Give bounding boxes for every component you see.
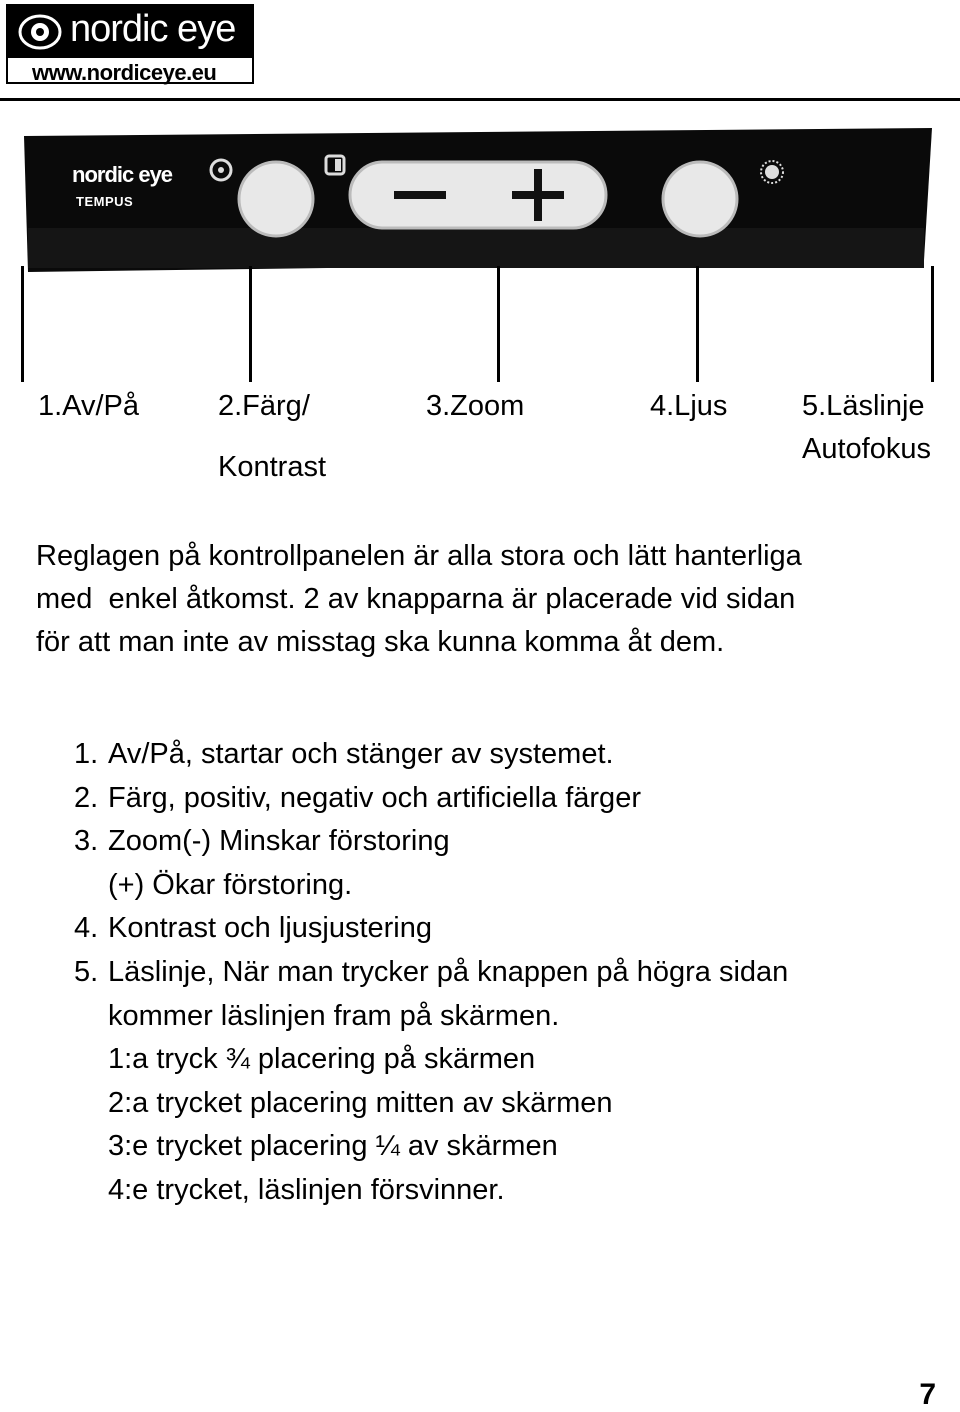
label-reading-line: 5.Läslinje <box>802 390 925 422</box>
list-number: 1. <box>74 738 99 770</box>
light-button[interactable] <box>663 162 737 236</box>
label-contrast: Kontrast <box>218 451 326 483</box>
list-number: 5. <box>74 955 99 988</box>
device-model: TEMPUS <box>76 194 134 209</box>
list-number: 4. <box>74 912 99 945</box>
list-text: Av/På, startar och stänger av systemet. <box>108 738 614 770</box>
list-text: Läslinje, När man trycker på knappen på högra sidan <box>108 955 789 988</box>
page-number: 7 <box>919 1378 936 1411</box>
list-text: 2:a trycket placering mitten av skärmen <box>108 1086 613 1119</box>
list-item <box>74 820 788 907</box>
logo-url: www.nordiceye.eu <box>32 60 217 85</box>
control-panel-image <box>24 128 936 272</box>
list-item <box>74 777 788 821</box>
list-text: Färg, positiv, negativ och artificiella färger <box>108 781 641 814</box>
power-icon <box>211 160 231 180</box>
list-text: kommer läslinjen fram på skärmen. <box>108 999 560 1032</box>
callout-line-4 <box>696 266 699 382</box>
device-brand: nordic eye <box>72 162 173 187</box>
label-zoom: 3.Zoom <box>426 390 525 422</box>
callout-line-5 <box>931 266 934 382</box>
list-number: 3. <box>74 825 99 858</box>
light-icon <box>761 161 783 183</box>
intro-line: för att man inte av misstag ska kunna komma åt dem. <box>36 626 725 658</box>
list-text: 1:a tryck ¾ placering på skärmen <box>108 1043 536 1076</box>
callout-line-3 <box>497 266 500 382</box>
list-item <box>74 951 788 1213</box>
list-text: Zoom(-) Minskar förstoring <box>108 825 450 858</box>
list-text: 4:e trycket, läslinjen försvinner. <box>108 1173 505 1206</box>
list-text: (+) Ökar förstoring. <box>108 868 353 901</box>
intro-paragraph <box>36 535 936 664</box>
intro-line: Reglagen på kontrollpanelen är alla stora och lätt hanterliga <box>36 540 802 572</box>
function-list <box>74 733 788 1213</box>
header-logo <box>6 4 254 84</box>
list-item <box>74 907 788 951</box>
label-color: 2.Färg/ <box>218 390 310 422</box>
label-power: 1.Av/På <box>38 390 140 422</box>
list-text: Kontrast och ljusjustering <box>108 912 432 945</box>
list-number: 2. <box>74 781 99 814</box>
eye-logo-icon <box>18 12 62 52</box>
zoom-rocker-button[interactable] <box>350 162 606 228</box>
intro-line: med enkel åtkomst. 2 av knapparna är placerade vid sidan <box>36 583 796 615</box>
list-item <box>74 733 788 777</box>
label-light: 4.Ljus <box>650 390 728 422</box>
logo-brand: nordic eye <box>70 8 236 50</box>
callout-line-2 <box>249 266 252 382</box>
power-button[interactable] <box>239 162 313 236</box>
header-rule <box>0 98 960 101</box>
callout-line-1 <box>21 266 24 382</box>
color-contrast-icon <box>326 156 344 174</box>
minus-icon <box>394 191 446 199</box>
list-text: 3:e trycket placering ¼ av skärmen <box>108 1130 558 1163</box>
label-autofocus: Autofokus <box>802 433 931 465</box>
